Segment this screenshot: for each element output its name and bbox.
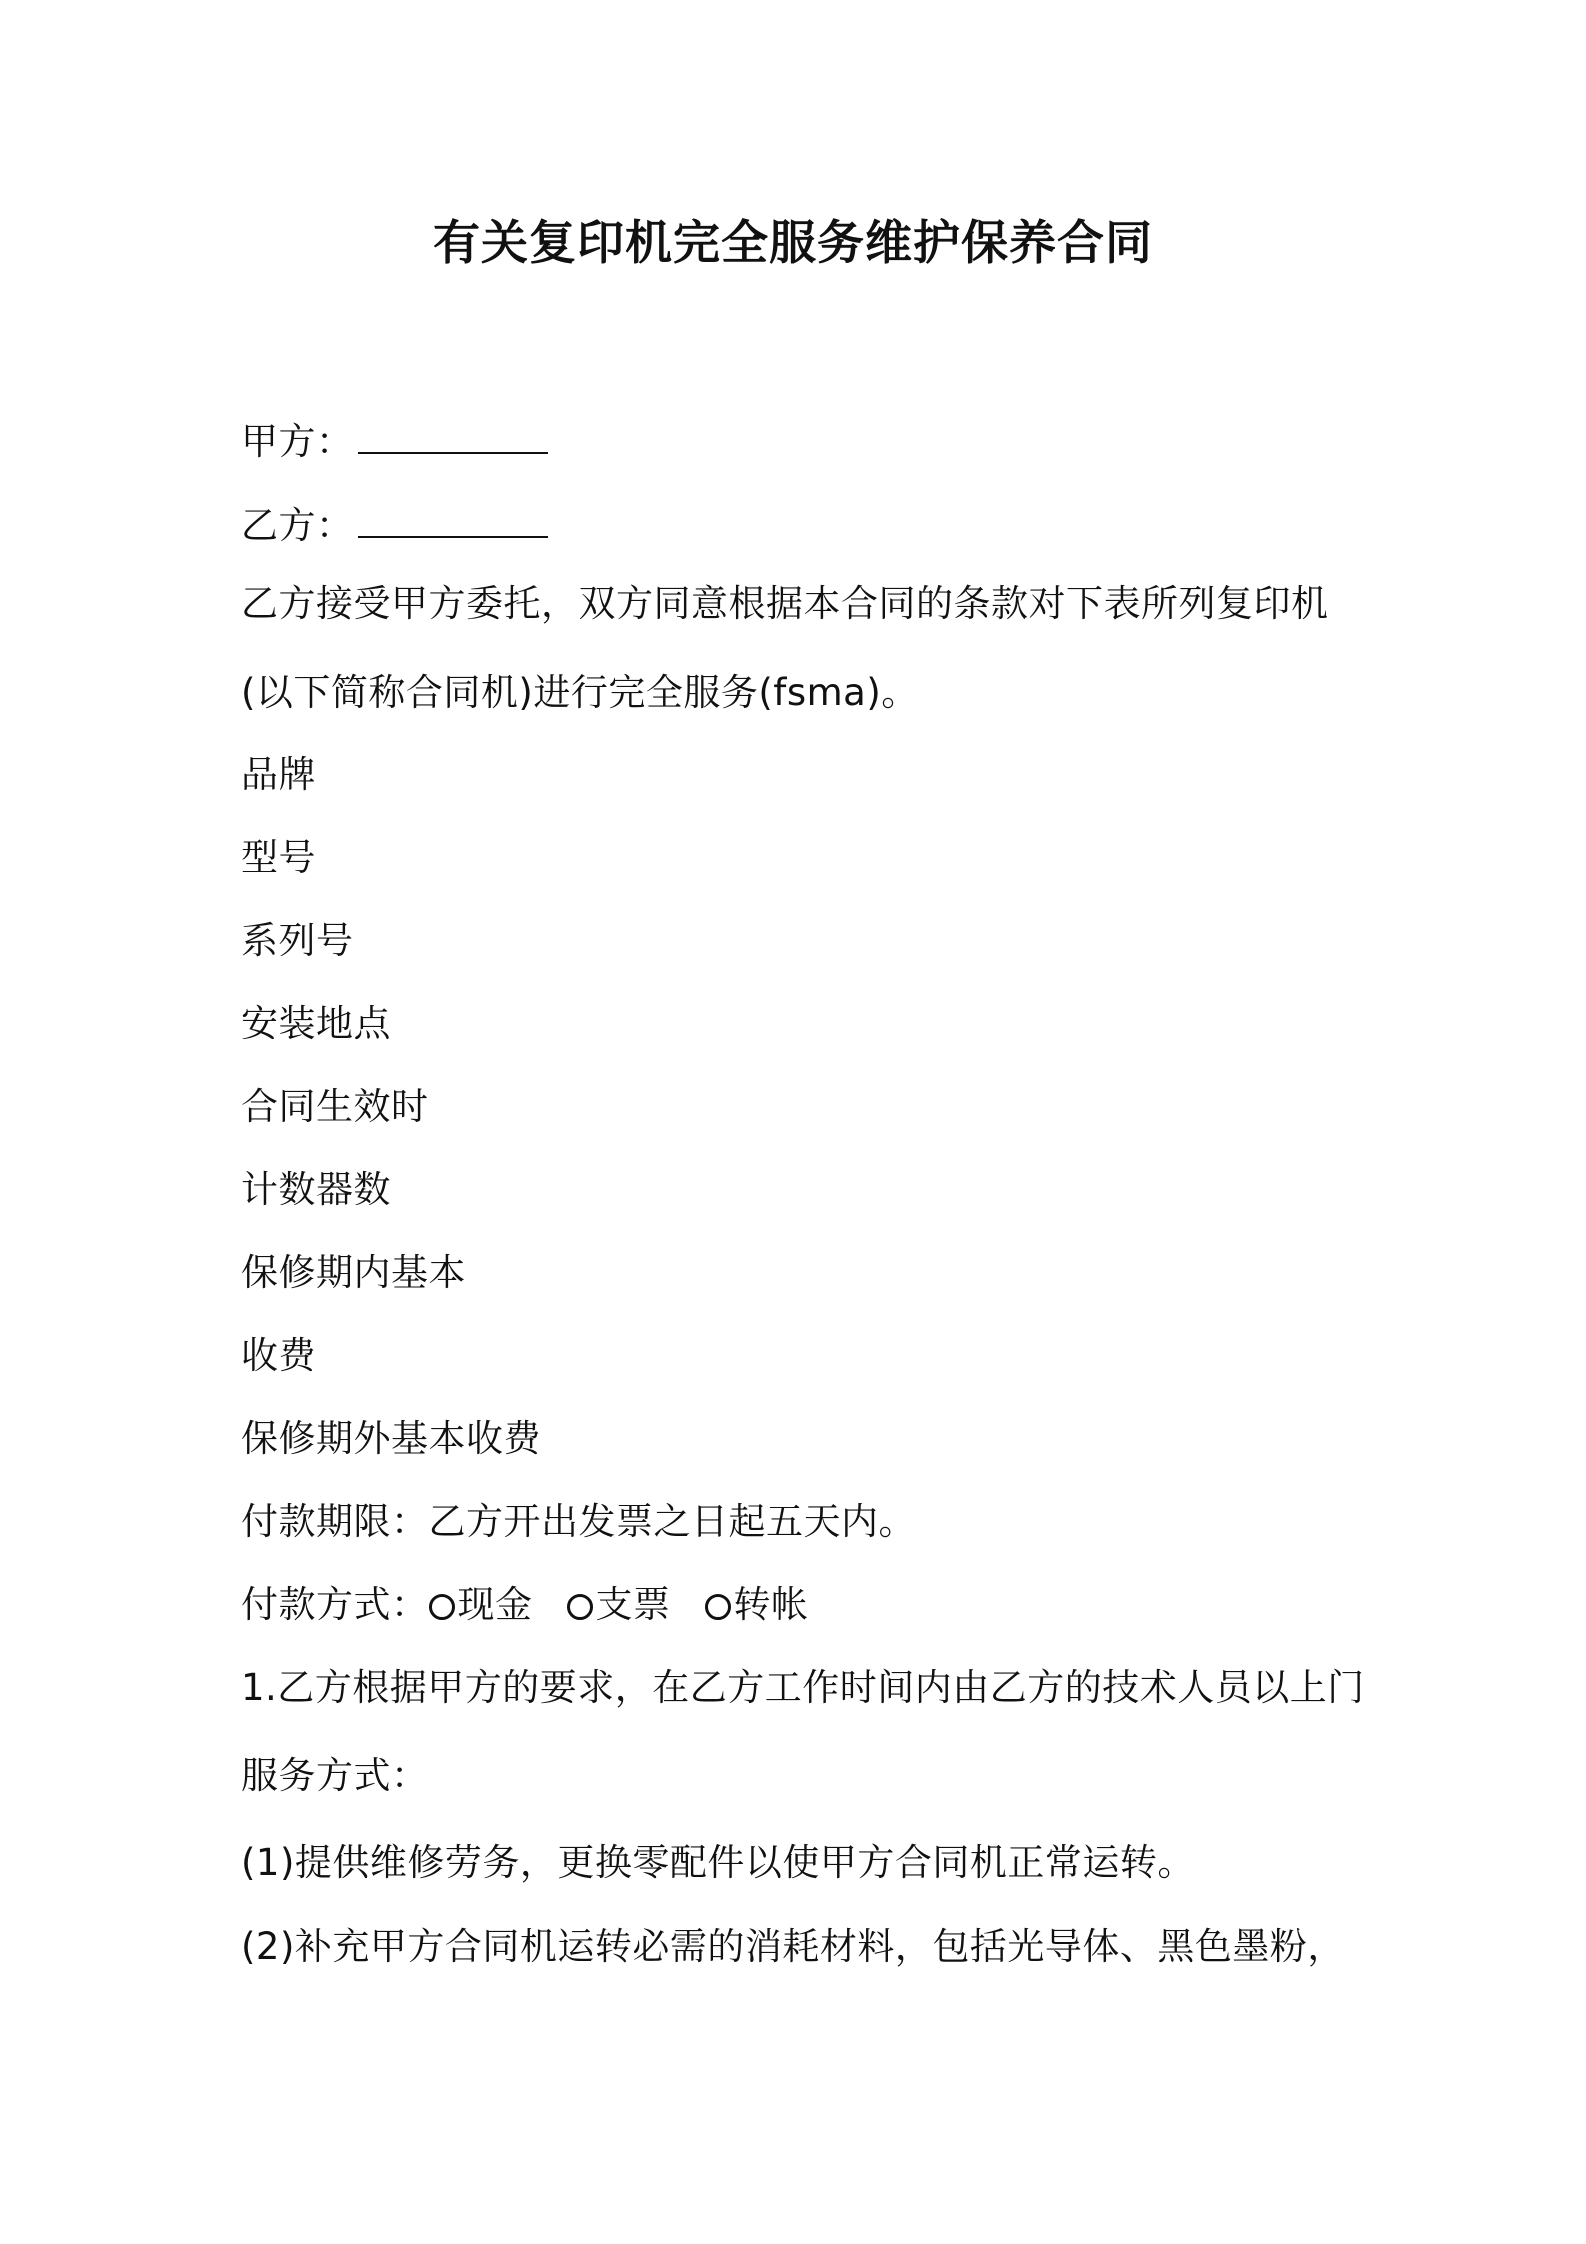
payment-method-label: 付款方式： [241,1583,429,1626]
clause-1-line-2: 服务方式： [241,1754,429,1797]
field-brand: 品牌 [241,753,316,796]
circle-icon [567,1594,593,1620]
intro-line-2: (以下简称合同机)进行完全服务(fsma)。 [241,671,919,714]
party-a-line [241,417,548,467]
document-title: 有关复印机完全服务维护保养合同 [433,216,1153,271]
field-counter: 计数器数 [241,1168,391,1211]
circle-icon [429,1594,455,1620]
payment-option-label: 现金 [457,1583,533,1626]
payment-option-label: 支票 [595,1583,671,1626]
field-install-location: 安装地点 [241,1002,391,1045]
field-serial: 系列号 [241,919,354,962]
field-effective-time: 合同生效时 [241,1085,429,1128]
field-warranty-in-fee: 保修期内基本 [241,1251,466,1294]
field-fee: 收费 [241,1334,316,1377]
party-b-blank [358,508,548,538]
party-a-blank [358,424,548,454]
field-warranty-out-fee: 保修期外基本收费 [241,1417,541,1460]
payment-option-label: 转帐 [733,1583,809,1626]
clause-1-item-2: (2)补充甲方合同机运转必需的消耗材料，包括光导体、黑色墨粉， [241,1925,1345,1968]
party-b-label: 乙方： [241,504,354,547]
clause-1-line-1: 1.乙方根据甲方的要求，在乙方工作时间内由乙方的技术人员以上门 [241,1666,1365,1709]
payment-option-check [567,1580,671,1630]
intro-line-1: 乙方接受甲方委托，双方同意根据本合同的条款对下表所列复印机 [241,582,1329,625]
payment-option-transfer [705,1580,809,1630]
payment-option-cash [429,1580,533,1630]
party-b-line [241,501,548,551]
payment-method-line [241,1580,843,1630]
circle-icon [705,1594,731,1620]
payment-term: 付款期限：乙方开出发票之日起五天内。 [241,1500,916,1543]
party-a-label: 甲方： [241,420,354,463]
field-model: 型号 [241,836,316,879]
clause-1-item-1: (1)提供维修劳务，更换零配件以使甲方合同机正常运转。 [241,1841,1195,1884]
